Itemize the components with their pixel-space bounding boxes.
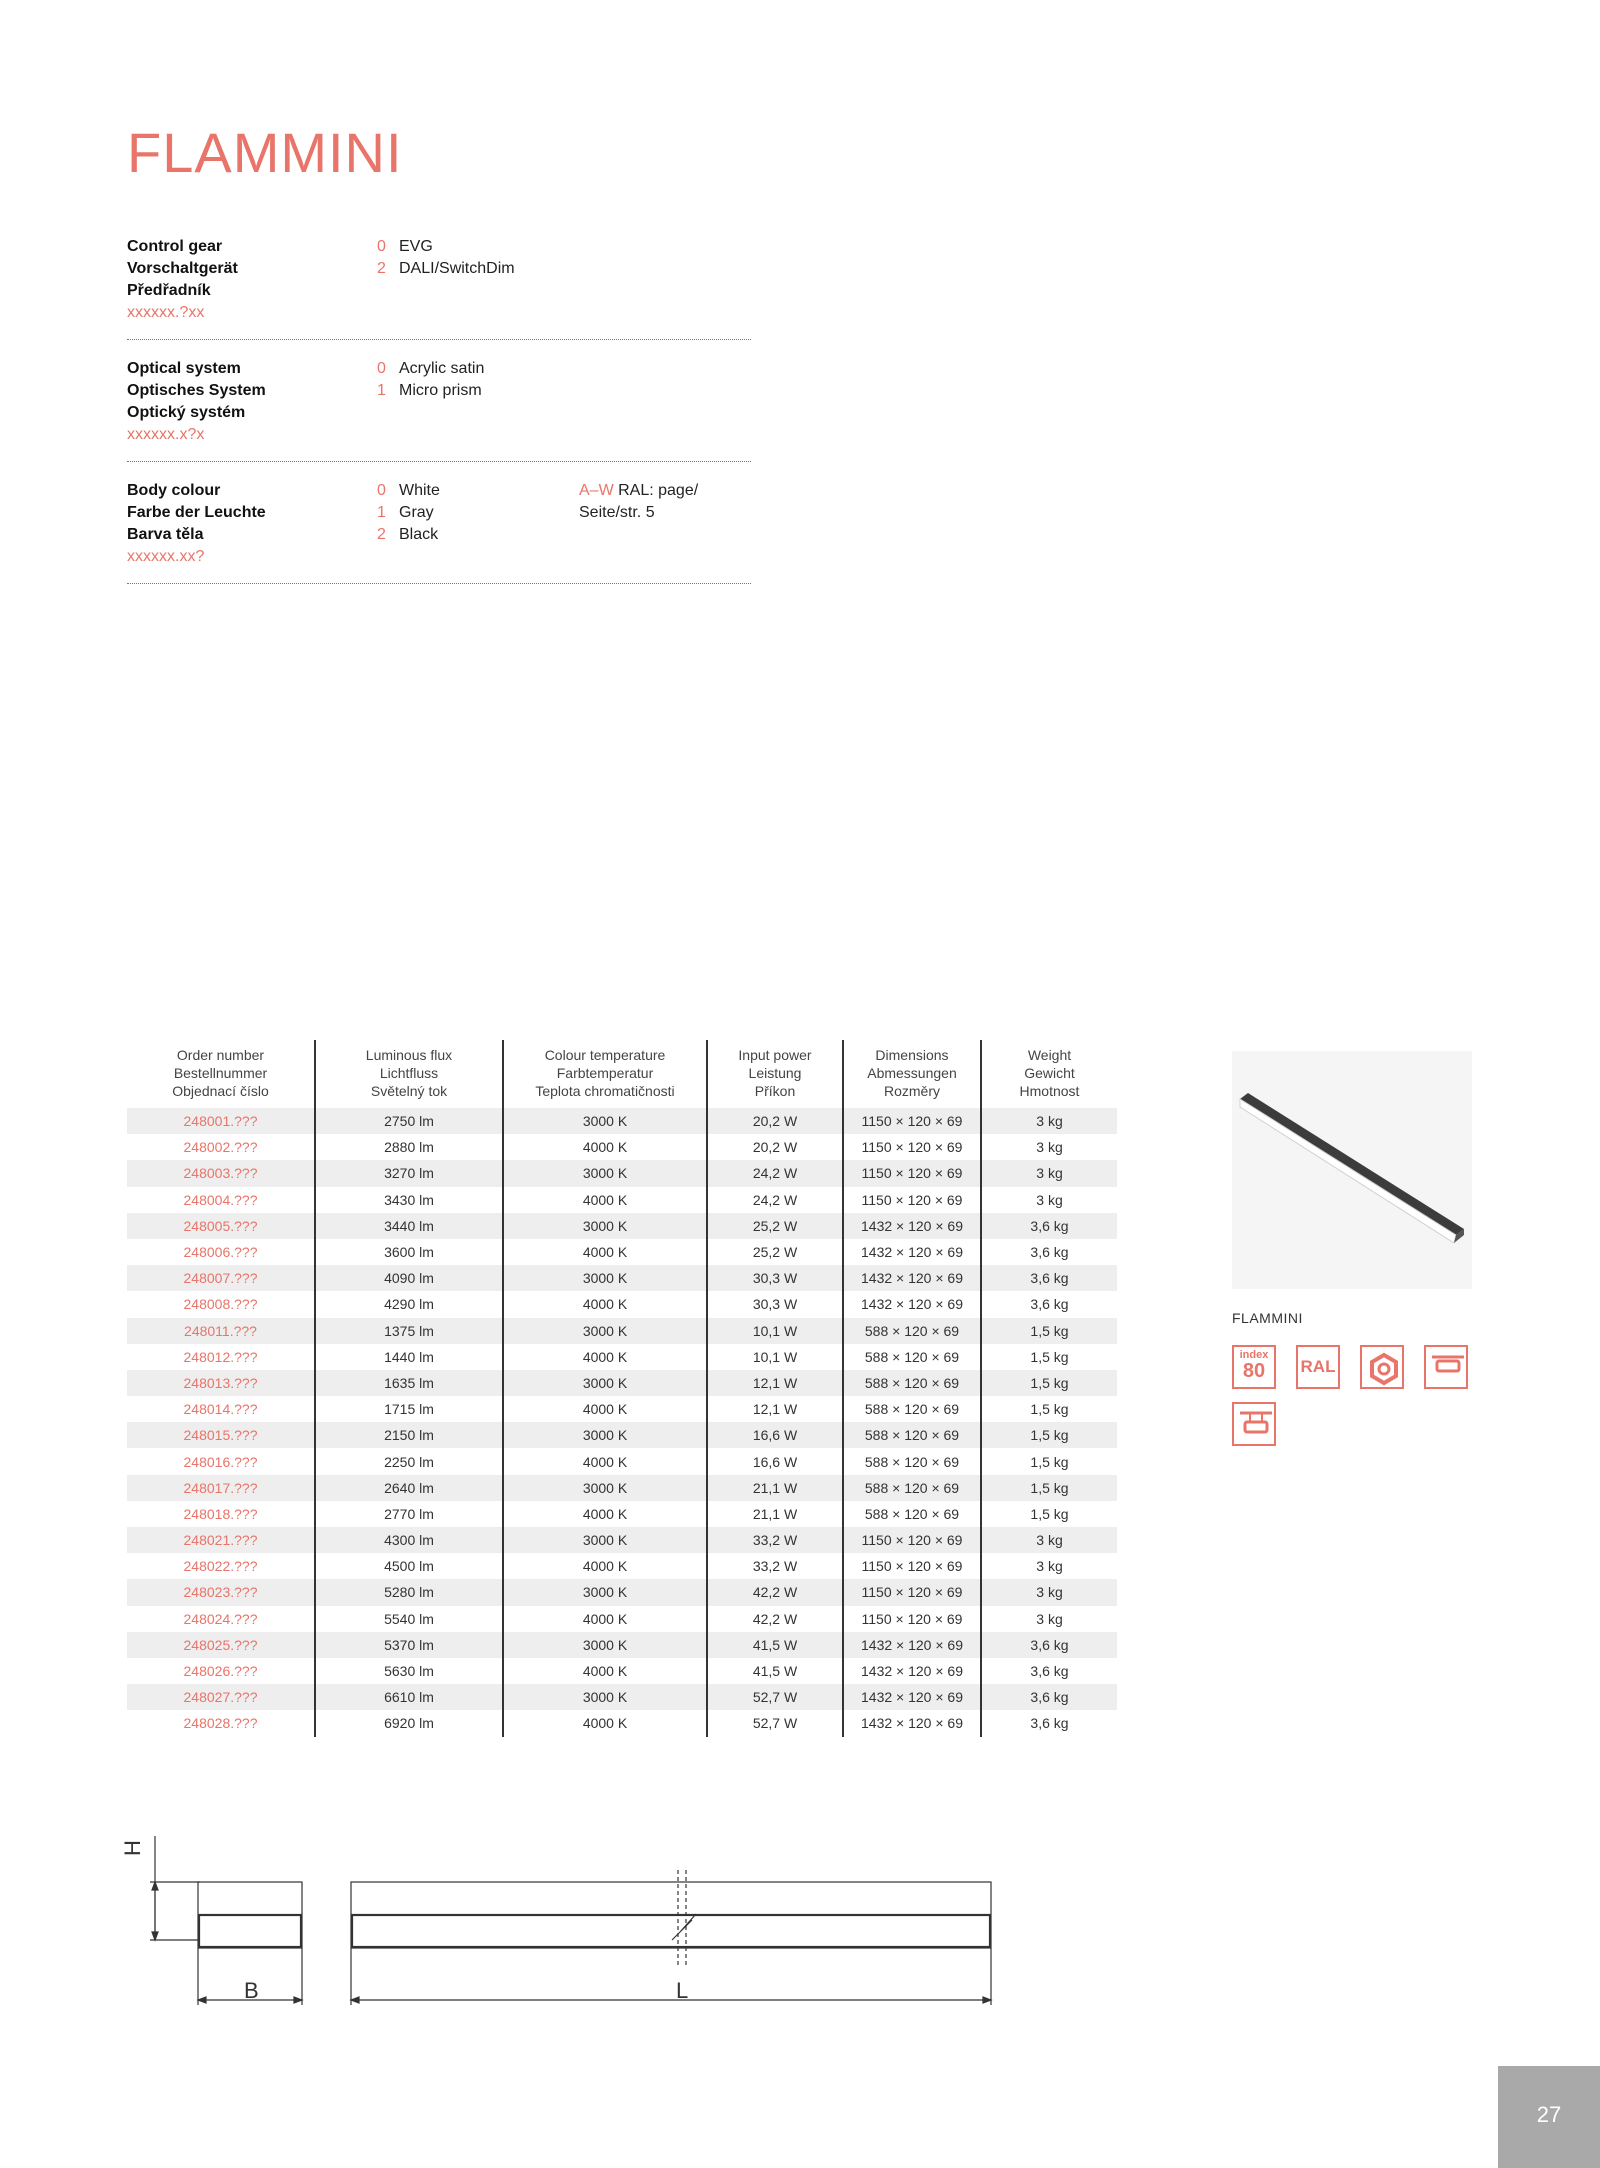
table-cell: 3000 K — [503, 1579, 707, 1605]
header-line: Luminous flux — [365, 1047, 453, 1063]
order-number-cell: 248023.??? — [127, 1579, 315, 1605]
table-row — [127, 1187, 1117, 1213]
table-cell: 3000 K — [503, 1475, 707, 1501]
order-number-cell: 248006.??? — [183, 1244, 258, 1261]
table-cell: 1,5 kg — [981, 1370, 1117, 1396]
table-row — [127, 1527, 1117, 1553]
header-line: Colour temperature — [544, 1047, 666, 1063]
header-line: Lichtfluss — [379, 1065, 439, 1081]
header-line: Rozměry — [883, 1083, 940, 1099]
table-cell: 1432 × 120 × 69 — [843, 1213, 981, 1239]
header-line: Weight — [1027, 1047, 1072, 1063]
option-value-number: 0 — [377, 482, 386, 499]
option-value — [377, 358, 484, 380]
table-cell: 1150 × 120 × 69 — [843, 1579, 981, 1605]
table-cell: 4000 K — [503, 1291, 707, 1317]
table-cell: 25,2 W — [707, 1213, 843, 1239]
table-cell: 16,6 W — [707, 1448, 843, 1474]
page-number-box — [1498, 2066, 1600, 2168]
option-label: Optical system — [127, 360, 241, 377]
header-line: Bestellnummer — [173, 1065, 268, 1081]
table-cell: 3,6 kg — [981, 1684, 1117, 1710]
hexagon-nut-icon — [1360, 1345, 1404, 1389]
table-cell: 1432 × 120 × 69 — [843, 1658, 981, 1684]
option-code: xxxxxx.xx? — [127, 548, 205, 565]
table-cell: 2770 lm — [315, 1501, 503, 1527]
table-row — [127, 1606, 1117, 1632]
table-cell: 3,6 kg — [981, 1291, 1117, 1317]
table-cell: 1,5 kg — [981, 1318, 1117, 1344]
table-cell: 24,2 W — [707, 1160, 843, 1186]
table-cell: 30,3 W — [707, 1265, 843, 1291]
option-value-text: Black — [399, 526, 439, 543]
table-cell: 1150 × 120 × 69 — [843, 1134, 981, 1160]
order-number-cell: 248004.??? — [183, 1191, 258, 1208]
table-cell: 3 kg — [981, 1187, 1117, 1213]
table-row — [127, 1553, 1117, 1579]
table-header-cell — [503, 1040, 707, 1108]
option-label: Barva těla — [127, 526, 204, 543]
table-cell: 2250 lm — [315, 1448, 503, 1474]
table-cell: 588 × 120 × 69 — [843, 1448, 981, 1474]
table-cell: 1150 × 120 × 69 — [843, 1553, 981, 1579]
table-cell: 3430 lm — [315, 1187, 503, 1213]
option-section — [127, 236, 751, 340]
order-number-cell: 248015.??? — [127, 1422, 315, 1448]
table-cell: 33,2 W — [707, 1527, 843, 1553]
suspended-mount-icon — [1232, 1402, 1276, 1446]
option-value-text: Micro prism — [399, 382, 482, 399]
table-cell: 3 kg — [981, 1579, 1117, 1605]
table-cell: 588 × 120 × 69 — [843, 1475, 981, 1501]
order-number-cell: 248024.??? — [183, 1610, 258, 1627]
order-number-cell: 248014.??? — [183, 1401, 258, 1418]
table-header-cell — [843, 1040, 981, 1108]
table-cell: 20,2 W — [707, 1108, 843, 1134]
table-row — [127, 1632, 1117, 1658]
table-header-row — [127, 1040, 1117, 1108]
table-header-cell — [981, 1040, 1117, 1108]
table-cell: 3000 K — [503, 1265, 707, 1291]
table-cell: 2150 lm — [315, 1422, 503, 1448]
table-cell: 1,5 kg — [981, 1344, 1117, 1370]
table-header-cell — [127, 1040, 315, 1108]
option-value-number: 1 — [377, 504, 386, 521]
table-cell: 4500 lm — [315, 1553, 503, 1579]
option-values — [377, 358, 484, 402]
table-row — [127, 1396, 1117, 1422]
dim-label-h: H — [120, 1840, 145, 1856]
table-cell: 42,2 W — [707, 1606, 843, 1632]
option-value-number: 1 — [377, 382, 386, 399]
table-cell: 2640 lm — [315, 1475, 503, 1501]
table-row — [127, 1108, 1117, 1134]
cri-value: 80 — [1242, 1360, 1266, 1382]
table-cell: 4290 lm — [315, 1291, 503, 1317]
table-cell: 52,7 W — [707, 1684, 843, 1710]
option-label: Control gear — [127, 238, 223, 255]
option-value — [377, 502, 440, 524]
option-note-text: RAL: page/ — [613, 482, 699, 499]
table-cell: 4000 K — [503, 1187, 707, 1213]
table-row — [127, 1684, 1117, 1710]
table-cell: 6920 lm — [315, 1710, 503, 1736]
table-cell: 5630 lm — [315, 1658, 503, 1684]
order-number-cell: 248013.??? — [127, 1370, 315, 1396]
order-number-cell: 248021.??? — [127, 1527, 315, 1553]
surface-mount-icon — [1424, 1345, 1468, 1389]
option-code: xxxxxx.x?x — [127, 426, 205, 443]
table-cell: 3000 K — [503, 1422, 707, 1448]
option-value-number: 0 — [377, 238, 386, 255]
cri-80-badge — [1232, 1345, 1276, 1389]
spec-table — [127, 1040, 1117, 1737]
header-line: Příkon — [754, 1083, 796, 1099]
table-cell: 6610 lm — [315, 1684, 503, 1710]
order-number-cell: 248008.??? — [183, 1296, 258, 1313]
table-cell: 1715 lm — [315, 1396, 503, 1422]
table-cell: 3 kg — [981, 1160, 1117, 1186]
order-number-cell: 248018.??? — [183, 1505, 258, 1522]
table-cell: 1,5 kg — [981, 1448, 1117, 1474]
table-row — [127, 1291, 1117, 1317]
dim-label-l: L — [676, 1978, 689, 2003]
table-cell: 10,1 W — [707, 1318, 843, 1344]
table-cell: 5540 lm — [315, 1606, 503, 1632]
table-cell: 30,3 W — [707, 1291, 843, 1317]
luminaire-illustration — [1232, 1051, 1472, 1289]
table-header-cell — [707, 1040, 843, 1108]
option-labels — [127, 480, 266, 568]
header-line: Teplota chromatičnosti — [535, 1083, 675, 1099]
table-cell: 3000 K — [503, 1632, 707, 1658]
table-cell: 3 kg — [981, 1606, 1117, 1632]
table-cell: 3000 K — [503, 1213, 707, 1239]
option-value — [377, 524, 440, 546]
option-labels — [127, 358, 266, 446]
table-cell: 1,5 kg — [981, 1422, 1117, 1448]
table-row — [127, 1501, 1117, 1527]
table-cell: 1150 × 120 × 69 — [843, 1606, 981, 1632]
order-number-cell: 248005.??? — [127, 1213, 315, 1239]
table-row — [127, 1134, 1117, 1160]
table-cell: 1,5 kg — [981, 1475, 1117, 1501]
table-cell: 4000 K — [503, 1239, 707, 1265]
option-value-number: 0 — [377, 360, 386, 377]
order-number-cell: 248027.??? — [127, 1684, 315, 1710]
table-cell: 3000 K — [503, 1160, 707, 1186]
order-number-cell: 248028.??? — [183, 1715, 258, 1732]
table-cell: 3270 lm — [315, 1160, 503, 1186]
option-value — [377, 236, 515, 258]
header-line: Světelný tok — [370, 1083, 448, 1099]
header-line: Leistung — [748, 1065, 802, 1081]
option-label: Vorschaltgerät — [127, 260, 238, 277]
table-row — [127, 1213, 1117, 1239]
table-row — [127, 1710, 1117, 1736]
option-labels — [127, 236, 238, 324]
table-cell: 3000 K — [503, 1108, 707, 1134]
table-cell: 3,6 kg — [981, 1632, 1117, 1658]
table-cell: 2750 lm — [315, 1108, 503, 1134]
option-value-text: Gray — [399, 504, 434, 521]
option-note — [579, 480, 698, 524]
table-row — [127, 1579, 1117, 1605]
table-cell: 4000 K — [503, 1710, 707, 1736]
table-row — [127, 1370, 1117, 1396]
order-number-cell: 248017.??? — [127, 1475, 315, 1501]
table-cell: 1440 lm — [315, 1344, 503, 1370]
table-cell: 41,5 W — [707, 1632, 843, 1658]
table-cell: 4000 K — [503, 1134, 707, 1160]
table-cell: 3000 K — [503, 1318, 707, 1344]
header-line: Order number — [176, 1047, 265, 1063]
dimension-drawing-svg — [120, 1830, 1020, 2030]
table-cell: 33,2 W — [707, 1553, 843, 1579]
table-header-cell — [315, 1040, 503, 1108]
table-cell: 588 × 120 × 69 — [843, 1370, 981, 1396]
table-cell: 588 × 120 × 69 — [843, 1344, 981, 1370]
table-cell: 3000 K — [503, 1370, 707, 1396]
table-cell: 4000 K — [503, 1553, 707, 1579]
option-value-text: EVG — [399, 238, 433, 255]
table-cell: 5370 lm — [315, 1632, 503, 1658]
table-cell: 52,7 W — [707, 1710, 843, 1736]
table-cell: 1,5 kg — [981, 1396, 1117, 1422]
header-line: Objednací číslo — [172, 1083, 269, 1099]
order-number-cell: 248026.??? — [183, 1663, 258, 1680]
table-cell: 1,5 kg — [981, 1501, 1117, 1527]
table-cell: 21,1 W — [707, 1501, 843, 1527]
table-cell: 4000 K — [503, 1658, 707, 1684]
option-values — [377, 236, 515, 280]
table-cell: 588 × 120 × 69 — [843, 1396, 981, 1422]
option-note-text-2: Seite/str. 5 — [579, 504, 655, 521]
page-title: FLAMMINI — [127, 121, 403, 184]
option-value — [377, 480, 440, 502]
table-cell: 1432 × 120 × 69 — [843, 1632, 981, 1658]
table-body — [127, 1108, 1117, 1737]
table-cell: 4300 lm — [315, 1527, 503, 1553]
option-section — [127, 358, 751, 462]
option-label: Předřadník — [127, 282, 211, 299]
option-value — [377, 380, 484, 402]
header-line: Dimensions — [875, 1047, 949, 1063]
table-row — [127, 1318, 1117, 1344]
order-number-cell: 248002.??? — [183, 1139, 258, 1156]
option-label: Body colour — [127, 482, 221, 499]
order-number-cell: 248022.??? — [183, 1558, 258, 1575]
table-cell: 3 kg — [981, 1134, 1117, 1160]
table-cell: 3 kg — [981, 1553, 1117, 1579]
header-line: Abmessungen — [867, 1065, 957, 1081]
table-cell: 1432 × 120 × 69 — [843, 1265, 981, 1291]
order-number-cell: 248016.??? — [183, 1453, 258, 1470]
table-cell: 24,2 W — [707, 1187, 843, 1213]
table-cell: 4090 lm — [315, 1265, 503, 1291]
table-cell: 1432 × 120 × 69 — [843, 1239, 981, 1265]
table-cell: 21,1 W — [707, 1475, 843, 1501]
table-cell: 3 kg — [981, 1108, 1117, 1134]
dimension-drawing — [120, 1830, 1020, 2035]
dim-label-b: B — [244, 1978, 259, 2003]
order-number-cell: 248012.??? — [183, 1348, 258, 1365]
table-cell: 42,2 W — [707, 1579, 843, 1605]
table-cell: 3,6 kg — [981, 1710, 1117, 1736]
table-cell: 588 × 120 × 69 — [843, 1318, 981, 1344]
table-row — [127, 1160, 1117, 1186]
table-cell: 5280 lm — [315, 1579, 503, 1605]
option-values — [377, 480, 440, 546]
option-value-text: DALI/SwitchDim — [399, 260, 515, 277]
table-cell: 3,6 kg — [981, 1265, 1117, 1291]
table-cell: 10,1 W — [707, 1344, 843, 1370]
table-row — [127, 1265, 1117, 1291]
option-section — [127, 480, 751, 584]
table-cell: 12,1 W — [707, 1396, 843, 1422]
table-cell: 588 × 120 × 69 — [843, 1501, 981, 1527]
ral-badge — [1296, 1345, 1340, 1389]
option-value-text: Acrylic satin — [399, 360, 485, 377]
header-line: Farbtemperatur — [556, 1065, 654, 1081]
table-cell: 1432 × 120 × 69 — [843, 1291, 981, 1317]
table-cell: 4000 K — [503, 1501, 707, 1527]
table-cell: 12,1 W — [707, 1370, 843, 1396]
order-number-cell: 248007.??? — [127, 1265, 315, 1291]
header-line: Hmotnost — [1019, 1083, 1080, 1099]
order-number-cell: 248025.??? — [127, 1632, 315, 1658]
table-cell: 1432 × 120 × 69 — [843, 1684, 981, 1710]
page-number: 27 — [1536, 2102, 1562, 2127]
table-cell: 1150 × 120 × 69 — [843, 1187, 981, 1213]
table-cell: 1432 × 120 × 69 — [843, 1710, 981, 1736]
header-line: Input power — [738, 1047, 812, 1063]
table-cell: 1635 lm — [315, 1370, 503, 1396]
table-row — [127, 1422, 1117, 1448]
option-value-text: White — [399, 482, 440, 499]
table-cell: 1150 × 120 × 69 — [843, 1160, 981, 1186]
table-cell: 3,6 kg — [981, 1213, 1117, 1239]
table-cell: 3000 K — [503, 1684, 707, 1710]
table-cell: 3 kg — [981, 1527, 1117, 1553]
order-number-cell: 248003.??? — [127, 1160, 315, 1186]
option-label: Farbe der Leuchte — [127, 504, 266, 521]
option-code: xxxxxx.?xx — [127, 304, 205, 321]
product-image — [1232, 1051, 1472, 1289]
option-value — [377, 258, 515, 280]
table-cell: 4000 K — [503, 1344, 707, 1370]
table-cell: 4000 K — [503, 1606, 707, 1632]
table-cell: 1150 × 120 × 69 — [843, 1108, 981, 1134]
table-cell: 4000 K — [503, 1396, 707, 1422]
table-row — [127, 1344, 1117, 1370]
option-note-code: A–W — [579, 482, 614, 499]
table-cell: 3600 lm — [315, 1239, 503, 1265]
table-cell: 3440 lm — [315, 1213, 503, 1239]
product-name: FLAMMINI — [1232, 1310, 1303, 1326]
cri-index-label: index — [1239, 1349, 1269, 1361]
table-cell: 4000 K — [503, 1448, 707, 1474]
table-row — [127, 1239, 1117, 1265]
option-label: Optický systém — [127, 404, 246, 421]
table-cell: 41,5 W — [707, 1658, 843, 1684]
table-cell: 25,2 W — [707, 1239, 843, 1265]
table-cell: 3,6 kg — [981, 1239, 1117, 1265]
table-cell: 2880 lm — [315, 1134, 503, 1160]
order-number-cell: 248011.??? — [127, 1318, 315, 1344]
table-row — [127, 1658, 1117, 1684]
table-cell: 3,6 kg — [981, 1658, 1117, 1684]
ral-label: RAL — [1300, 1357, 1336, 1376]
table-cell: 1375 lm — [315, 1318, 503, 1344]
header-line: Gewicht — [1024, 1065, 1075, 1081]
table-row — [127, 1448, 1117, 1474]
option-label: Optisches System — [127, 382, 266, 399]
option-value-number: 2 — [377, 260, 386, 277]
order-number-cell: 248001.??? — [127, 1108, 315, 1134]
option-value-number: 2 — [377, 526, 386, 543]
table-cell: 1150 × 120 × 69 — [843, 1527, 981, 1553]
table-row — [127, 1475, 1117, 1501]
table-cell: 20,2 W — [707, 1134, 843, 1160]
table-cell: 588 × 120 × 69 — [843, 1422, 981, 1448]
table-cell: 3000 K — [503, 1527, 707, 1553]
table-cell: 16,6 W — [707, 1422, 843, 1448]
